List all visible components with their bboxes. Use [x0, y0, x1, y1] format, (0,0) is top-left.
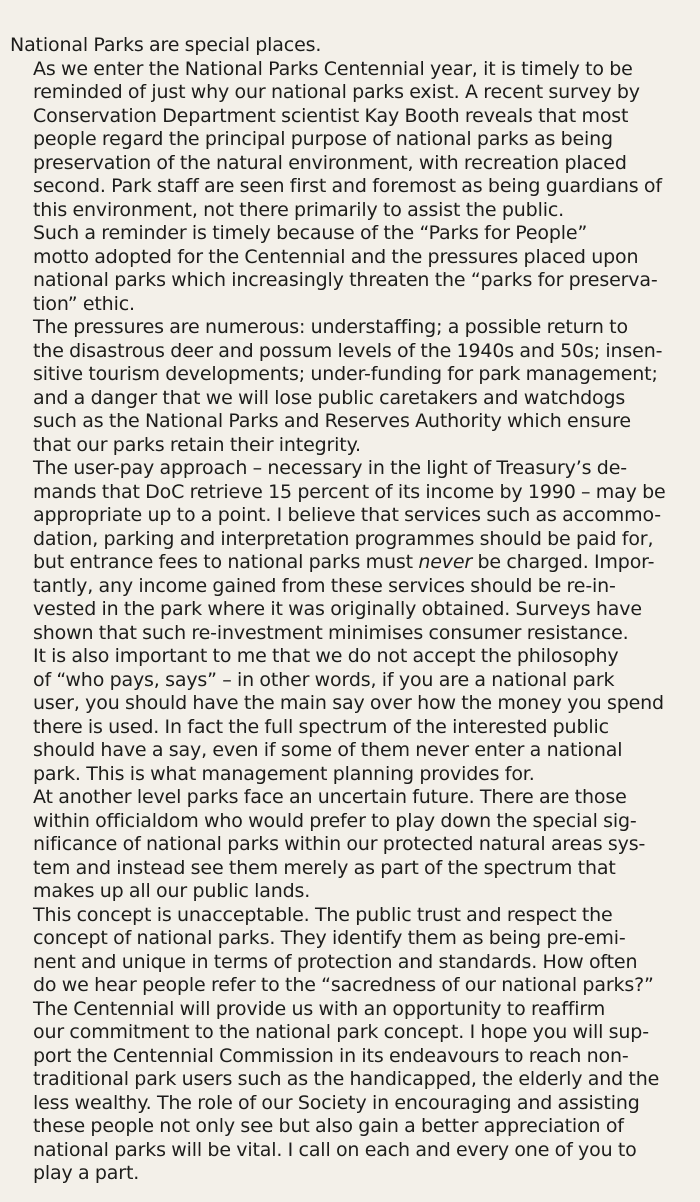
- text-line: our commitment to the national park concept. I hope you will sup-: [33, 1021, 649, 1043]
- text-line: This concept is unacceptable. The public trust and respect the: [33, 903, 613, 926]
- text-line: play a part.: [33, 1162, 140, 1184]
- text-line: should have a say, even if some of them never enter a national: [33, 739, 623, 761]
- text-line: the disastrous deer and possum levels of the 1940s and 50s; insen-: [33, 339, 663, 362]
- text-line: shown that such re-investment minimises consumer resistance.: [33, 621, 629, 644]
- text-line: these people not only see but also gain a better appreciation of: [33, 1115, 624, 1137]
- paragraph-who-pays-says: [10, 645, 694, 786]
- text-line: national parks which increasingly threaten the “parks for preserva-: [33, 269, 658, 291]
- text-line: vested in the park where it was originally obtained. Surveys have: [33, 598, 642, 620]
- text-line: people regard the principal purpose of national parks as being: [33, 128, 613, 150]
- text-line: less wealthy. The role of our Society in encouraging and assisting: [33, 1091, 640, 1114]
- text-line: mands that DoC retrieve 15 percent of its income by 1990 – may be: [33, 480, 666, 503]
- text-line: port the Centennial Commission in its endeavours to reach non-: [33, 1044, 629, 1067]
- text-line: national parks will be vital. I call on each and every one of you to: [33, 1138, 637, 1161]
- text-line: reminded of just why our national parks exist. A recent survey by: [33, 81, 640, 103]
- text-line-emphasis: [10, 551, 694, 575]
- text-line: of “who pays, says” – in other words, if you are a national park: [33, 668, 615, 691]
- text-line: tion” ethic.: [33, 292, 135, 315]
- text-line: this environment, not there primarily to assist the public.: [33, 198, 565, 221]
- text-line: As we enter the National Parks Centennial year, it is timely to be: [33, 57, 633, 80]
- text-line: The pressures are numerous: understaffing; a possible return to: [33, 316, 628, 338]
- paragraph-uncertain-future: [10, 786, 694, 904]
- paragraph-user-pay: [10, 457, 694, 645]
- text-line: and a danger that we will lose public caretakers and watchdogs: [33, 386, 626, 409]
- lead-paragraph: [10, 34, 694, 58]
- article-body: [10, 34, 694, 1186]
- paragraph-parks-for-people: [10, 222, 694, 316]
- text-line: traditional park users such as the handicapped, the elderly and the: [33, 1068, 660, 1090]
- text-line: that our parks retain their integrity.: [33, 433, 361, 456]
- text-line: nent and unique in terms of protection and standards. How often: [33, 950, 638, 973]
- paragraph-centennial-survey: [10, 58, 694, 223]
- text-line: park. This is what management planning provides for.: [33, 762, 535, 785]
- text-line: It is also important to me that we do not accept the philosophy: [33, 645, 619, 667]
- text-line: National Parks are special places.: [10, 34, 322, 56]
- text-line: user, you should have the main say over how the money you spend: [33, 692, 664, 714]
- text-fragment: but entrance fees to national parks must: [33, 551, 419, 573]
- text-line: nificance of national parks within our protected natural areas sys-: [33, 833, 646, 855]
- text-line: second. Park staff are seen first and foremost as being guardians of: [33, 175, 662, 197]
- text-line: such as the National Parks and Reserves Authority which ensure: [33, 410, 631, 432]
- text-line: there is used. In fact the full spectrum of the interested public: [33, 715, 609, 738]
- text-line: within officialdom who would prefer to play down the special sig-: [33, 809, 637, 832]
- text-line: Such a reminder is timely because of the “Parks for People”: [33, 222, 588, 244]
- text-line: appropriate up to a point. I believe that services such as accommo-: [33, 504, 661, 526]
- text-line: do we hear people refer to the “sacredness of our national parks?”: [33, 974, 654, 996]
- paragraph-pressures: [10, 316, 694, 457]
- text-line: The user-pay approach – necessary in the light of Treasury’s de-: [33, 457, 627, 479]
- paragraph-reaffirm: [10, 998, 694, 1186]
- text-line: tem and instead see them merely as part of the spectrum that: [33, 856, 616, 879]
- text-line: Conservation Department scientist Kay Booth reveals that most: [33, 104, 629, 127]
- emphasis-never: never: [418, 551, 473, 573]
- text-line: preservation of the natural environment, with recreation placed: [33, 151, 627, 174]
- text-line: The Centennial will provide us with an opportunity to reaffirm: [33, 997, 606, 1020]
- text-line: At another level parks face an uncertain future. There are those: [33, 786, 627, 808]
- text-line: concept of national parks. They identify them as being pre-emi-: [33, 927, 626, 949]
- text-line: sitive tourism developments; under-funding for park management;: [33, 363, 658, 385]
- paragraph-unacceptable: [10, 904, 694, 998]
- text-line: motto adopted for the Centennial and the pressures placed upon: [33, 245, 639, 268]
- text-line: tantly, any income gained from these services should be re-in-: [33, 574, 616, 597]
- text-line: makes up all our public lands.: [33, 880, 311, 902]
- text-fragment: be charged. Impor-: [472, 551, 655, 573]
- text-line: dation, parking and interpretation programmes should be paid for,: [33, 527, 654, 550]
